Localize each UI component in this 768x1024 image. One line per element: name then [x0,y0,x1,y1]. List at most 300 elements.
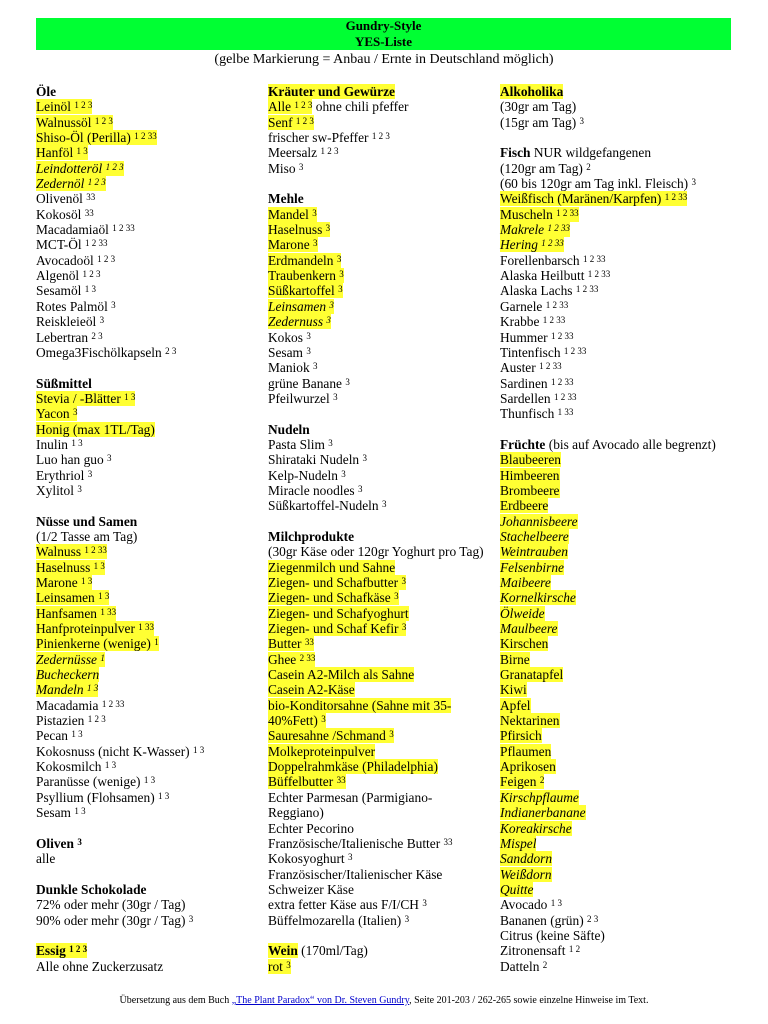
item-text [500,483,560,498]
item-text [36,959,163,974]
item-text [500,468,560,483]
list-item [268,560,496,575]
book-link[interactable]: „The Plant Paradox“ von Dr. Steven Gundry [231,995,410,1006]
item-label: Xylitol [36,482,74,498]
footnote-marker: 3 [691,177,696,188]
item-label: Ghee [268,651,297,667]
item-label: Krabbe [500,314,540,330]
item-text [36,330,103,345]
list-item [36,897,256,912]
section-heading [36,84,256,99]
item-text [500,514,578,529]
item-text [500,744,551,759]
list-item [268,237,496,252]
list-item [500,314,740,329]
list-item [268,590,496,605]
item-text [500,376,573,391]
footnote-marker: 3 [313,238,318,249]
footnote-marker: 2 3 [165,345,177,356]
item-text [268,606,409,621]
list-item [268,544,496,559]
item-text [500,836,536,851]
item-text [500,728,542,743]
item-text [500,851,552,866]
item-text [36,253,115,268]
item-label: Alle [268,99,292,115]
item-text [36,391,135,406]
list-item [500,268,740,283]
item-label: Ziegen- und Schafbutter [268,575,399,590]
column-middle [268,84,496,974]
footnote-marker: 1 3 [104,760,117,771]
item-text [500,882,533,897]
list-item [268,161,496,176]
item-label: Macadamiaöl [36,222,109,238]
item-label: Mandeln [36,682,84,698]
footnote-marker: 3 [333,391,338,402]
footnote-marker: 1 3 [71,729,83,740]
item-text [268,468,346,483]
list-item [36,698,256,713]
item-text [268,805,324,820]
item-label: Kokosyoghurt [268,851,345,867]
item-text [268,283,343,298]
footnote-marker: 1 2 3 [105,161,124,172]
item-text [500,821,572,836]
footnote-marker: 1 2 33 [587,269,611,280]
item-text [36,759,116,774]
item-text [500,867,552,882]
footnote-marker: 1 3 [550,898,562,909]
item-label: Nektarinen [500,713,560,729]
item-label: Kiwi [500,682,527,698]
list-item [500,652,740,667]
item-label: Ziegen- und Schaf Kefir [268,621,399,637]
item-label: Oliven [36,835,74,851]
list-item [500,560,740,575]
item-label: Französische/Italienische Butter [268,835,441,851]
footnote-marker: 3 [325,223,331,234]
item-text [36,145,88,160]
item-label: Ziegen- und Schafkäse [268,590,391,606]
footnote-marker: 1 2 3 [371,131,390,142]
footnote-marker: 1 2 33 [550,376,574,387]
footnote-marker: 3 [328,437,333,448]
item-label: Pflaumen [500,743,552,759]
item-label: Kokos [268,329,303,345]
item-label: Reggiano) [268,805,324,821]
footnote-marker: 33 [304,637,314,648]
heading-text [500,145,531,160]
item-text [36,468,92,483]
list-item [36,652,256,667]
item-label: Reiskleieöl [36,314,97,330]
item-label: Kokosöl [36,206,82,222]
footer-text-before: Übersetzung aus dem Buch [119,995,232,1006]
item-text [500,268,610,283]
item-note: (bis auf Avocado alle begrenzt) [548,436,716,452]
list-item [36,913,256,928]
item-text [36,406,77,421]
item-text [36,790,169,805]
item-label: Felsenbirne [500,559,564,575]
item-label: Pecan [36,728,68,744]
item-label: Marone [36,575,78,590]
list-item [268,913,496,928]
footnote-marker: 3 [77,836,82,847]
footnote-marker: 3 [358,483,363,494]
item-label: Kirschen [500,636,549,652]
list-item [268,621,496,636]
item-text [36,314,104,329]
item-label: Auster [500,360,536,376]
footnote-marker: 3 [336,253,342,264]
list-item [500,774,740,789]
item-label: Pfirsich [500,728,542,744]
footnote-marker: 33 [84,207,94,218]
item-text [36,237,108,252]
list-item [36,452,256,467]
item-text [268,882,354,897]
footer-text-after: , Seite 201-203 / 262-265 sowie einzelne Hinweise im Text. [409,995,649,1006]
item-label: Traubenkern [268,268,336,284]
footnote-marker: 1 2 33 [101,698,125,709]
item-label: Bucheckern [36,667,100,683]
item-label: Citrus (keine Säfte) [500,927,605,943]
item-text [268,391,338,406]
item-text [500,253,605,268]
item-text [500,606,545,621]
spacer [268,406,496,421]
item-label: Alaska Lachs [500,283,573,299]
list-item [500,790,740,805]
footnote-marker: 3 [306,345,311,356]
item-label: Hanfproteinpulver [36,621,135,637]
list-item [36,805,256,820]
item-text [500,621,558,636]
item-text [500,913,598,928]
footnote-marker: 2 33 [299,652,316,663]
item-label: Leinöl [36,99,71,115]
item-text [36,621,154,636]
item-text [36,207,94,222]
section-heading [268,943,496,958]
item-text [268,498,386,513]
item-label: Hanfsamen [36,605,97,621]
footnote-marker: 1 3 [81,576,93,586]
list-item [500,330,740,345]
list-item [268,376,496,391]
item-text [268,897,427,912]
footnote-marker: 3 [188,913,194,924]
list-item [268,790,496,805]
item-text [36,805,86,820]
item-text [500,222,570,237]
item-label: Dunkle Schokolade [36,881,147,897]
item-note: NUR wildgefangenen [533,145,652,161]
item-text [268,698,451,713]
item-label: Pfeilwurzel [268,390,330,406]
list-item [500,222,740,237]
list-item [500,468,740,483]
item-text [36,222,135,237]
footnote-marker: 1 3 [193,744,205,755]
section-heading [36,882,256,897]
heading-text [268,529,354,544]
footnote-marker: 1 2 33 [541,238,564,249]
item-text [500,406,573,421]
item-text [268,207,317,222]
list-item [268,744,496,759]
item-text [268,161,303,176]
footnote-marker: 3 [72,407,78,418]
list-item [500,452,740,467]
list-item [500,483,740,498]
item-text [268,959,291,974]
footnote-marker: 1 2 [568,944,581,955]
item-label: Weißfisch (Maränen/Karpfen) [500,191,662,207]
heading-text [36,514,137,529]
item-label: 72% oder mehr (30gr / Tag) [36,897,186,913]
list-item [268,636,496,651]
heading-text [36,943,87,958]
list-item [36,115,256,130]
list-item [36,790,256,805]
item-text [268,652,315,667]
item-text [500,698,531,713]
item-text [500,283,598,298]
item-text [268,268,344,283]
footnote-marker: 2 [539,775,545,786]
item-text [500,652,530,667]
item-text [36,590,109,605]
footnote-marker: 1 2 3 [294,100,313,111]
item-label: alle [36,851,56,867]
item-label: Maulbeere [500,621,558,637]
footnote-marker: 3 [341,468,346,479]
item-label: Leinsamen [268,298,327,314]
item-label: Miso [268,160,296,176]
item-label: Marone [268,237,310,253]
list-item [500,606,740,621]
item-text [36,606,116,621]
item-label: Paranüsse (wenige) [36,774,141,790]
item-label: Avocadoöl [36,252,94,268]
item-text [36,575,92,590]
item-text [36,636,159,651]
list-item [500,176,740,191]
list-item [500,867,740,882]
item-text [268,345,311,360]
source-footer [0,994,768,1007]
section-heading [268,191,496,206]
item-label: Maniok [268,360,310,376]
list-item [500,498,740,513]
item-label: Sauresahne /Schmand [268,728,386,744]
list-item [268,821,496,836]
item-text [500,928,605,943]
section-heading [500,84,740,99]
footnote-marker: 33 [443,836,453,847]
item-text [500,207,579,222]
list-item [500,897,740,912]
item-text [500,191,687,206]
footnote-marker: 1 2 33 [553,391,577,402]
list-item [36,728,256,743]
item-text [36,560,105,575]
item-text [500,774,544,789]
item-text [268,682,355,697]
item-label: Hering [500,237,538,253]
item-label: Zedernuss [268,314,324,330]
footnote-marker: 1 2 33 [539,361,562,372]
list-item [268,360,496,375]
list-item [500,698,740,713]
section-heading [268,422,496,437]
item-label: Psyllium (Flohsamen) [36,789,155,805]
list-item [500,913,740,928]
heading-text [36,882,147,897]
footnote-marker: 1 2 3 [82,269,101,280]
list-item [268,713,496,728]
item-label: Doppelrahmkäse (Philadelphia) [268,759,438,775]
item-label: Casein A2-Käse [268,682,355,698]
item-text [36,299,116,314]
item-text [500,575,551,590]
list-item [500,590,740,605]
footnote-marker: 3 [394,591,399,602]
item-text [36,897,185,912]
item-label: Avocado [500,897,548,913]
list-item [36,145,256,160]
list-item [268,728,496,743]
list-item [500,529,740,544]
item-text [268,790,432,805]
footnote-marker: 3 [329,299,334,310]
list-item [268,145,496,160]
item-text [36,744,204,759]
item-text [268,867,442,882]
list-item [500,575,740,590]
item-text [268,115,314,130]
item-label: Kokosnuss (nicht K-Wasser) [36,743,190,759]
footnote-marker: 1 2 33 [545,299,569,310]
item-label: Mispel [500,835,537,851]
item-label: Fisch [500,145,531,161]
item-label: Aprikosen [500,759,556,775]
list-item [36,391,256,406]
item-text [500,314,565,329]
list-item [500,713,740,728]
item-label: Himbeeren [500,467,560,483]
item-note: (170ml/Tag) [301,943,368,959]
footnote-marker: 3 [345,376,350,387]
item-label: Nudeln [268,421,310,437]
item-label: (60 bis 120gr am Tag inkl. Fleisch) [500,176,689,192]
section-heading [36,836,256,851]
item-label: Shirataki Nudeln [268,452,360,468]
item-label: Zedernöl [36,176,85,192]
list-item [36,237,256,252]
list-item [36,636,256,651]
footnote-marker: 1 2 3 [295,115,314,126]
section-heading [36,943,256,958]
column-left [36,84,256,974]
item-label: Mehle [268,191,304,207]
item-label: frischer sw-Pfeffer [268,130,369,146]
item-label: Thunfisch [500,406,555,422]
item-text [500,959,547,974]
footnote-marker: 3 [111,299,116,310]
footnote-marker: 2 3 [587,913,599,924]
item-label: Erythriol [36,467,85,483]
item-text [268,575,406,590]
item-label: Meersalz [268,145,318,161]
footnote-marker: 1 3 [124,391,136,402]
item-text [268,253,341,268]
item-label: Inulin [36,436,68,452]
item-label: Feigen [500,774,537,790]
item-text [36,652,105,667]
item-label: Sanddorn [500,851,553,867]
item-label: Büffelbutter [268,774,334,790]
list-item [500,237,740,252]
footnote-marker: 1 3 [143,775,156,786]
list-item [268,652,496,667]
item-label: Ziegen- und Schafyoghurt [268,605,409,621]
item-text [36,728,83,743]
list-item [268,759,496,774]
footnote-marker: 3 [77,483,82,494]
list-item [36,682,256,697]
item-text [268,360,318,375]
list-item [500,406,740,421]
item-label: Süßkartoffel [268,283,335,299]
footnote-marker: 3 [326,315,331,326]
item-label: Senf [268,114,293,130]
item-text [268,237,318,252]
list-item [36,713,256,728]
item-label: Alle ohne Zuckerzusatz [36,958,164,974]
footnote-marker: 1 3 [71,437,83,448]
item-label: Omega3Fischölkapseln [36,344,162,360]
list-item [268,805,496,820]
item-label: Nüsse und Samen [36,513,138,529]
item-text [36,483,82,498]
footnote-marker: 1 3 [86,683,99,694]
list-item [36,299,256,314]
heading-text [36,84,56,99]
footnote-marker: 3 [306,330,311,341]
list-item [36,161,256,176]
item-text [500,498,548,513]
list-item [500,836,740,851]
item-label: Walnussöl [36,114,92,130]
item-text [500,299,568,314]
footnote-marker: 1 2 33 [563,345,587,356]
list-item [268,483,496,498]
item-text [268,913,409,928]
item-text [268,437,333,452]
item-label: MCT-Öl [36,237,82,253]
list-item [268,851,496,866]
item-label: 90% oder mehr (30gr / Tag) [36,912,186,928]
page-subtitle: YES-Liste [354,34,413,49]
list-item [268,698,496,713]
footnote-marker: 3 [312,207,317,218]
list-item [500,667,740,682]
footnote-marker: 1 33 [100,606,117,617]
